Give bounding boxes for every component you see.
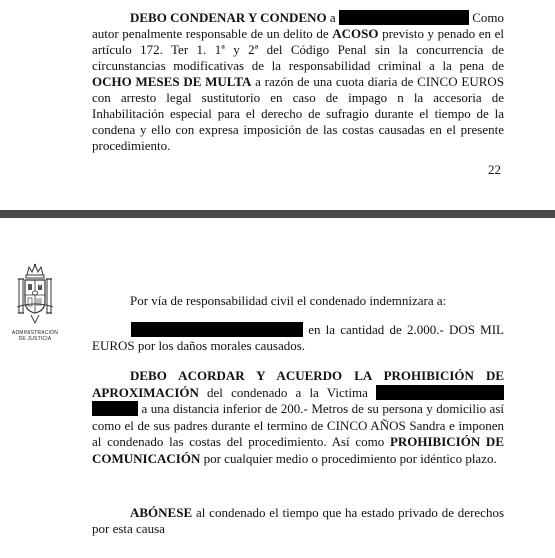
prohibition-paragraph (92, 368, 504, 467)
text-abonese: al condenado el tiempo que ha estado privado de derechos por esta causa (92, 505, 504, 536)
text-plazo: por cualquier medio o procedimiento por idéntico plazo. (200, 450, 497, 466)
damages-paragraph (92, 322, 504, 354)
logo (6, 263, 64, 342)
spain-coat-of-arms-icon (17, 263, 53, 327)
logo-caption-line1: ADMINISTRACIÓN (11, 330, 59, 336)
prohibicion-aproximacion: DEBO ACORDAR Y ACUERDO LA PROHIBICIÓN DE APROXIMACIÓN (92, 368, 504, 400)
text-autor: Como autor penalmente responsable de un delito de (92, 10, 504, 41)
redaction-block (339, 10, 469, 25)
text-euros: a razón de una cuota diaria de CINCO EUROS con arresto legal sustitutorio en caso de impago n la accesoria de Inhabilitación especial para el derecho de sufragio durante el tiempo de la condena y ello con expresa imposición de las costas causadas en el presente procedimiento. (92, 74, 504, 153)
text-damages: en la cantidad de 2.000.- DOS MIL EUROS por los daños morales causados. (92, 322, 504, 353)
upper-page (0, 0, 555, 210)
redaction-block (131, 322, 303, 337)
text-distancia: a una distancia inferior de 200.- Metros de su persona y domicilio así como el de sus padres durante el termino de CINCO AÑOS Sandra e imponen al condenado las costas del procedimiento. Así como (92, 401, 504, 449)
text-articulo: previsto y penado en el artículo 172. Ter 1. 1ª y 2ª del Código Penal sin la concurrencia de circunstancias modificativas de la responsabilidad criminal a la pena de (92, 26, 504, 73)
redaction-block (376, 385, 504, 400)
sentence-paragraph (92, 10, 504, 154)
redaction-block (92, 401, 138, 416)
page-number: 22 (488, 162, 501, 177)
civil-responsibility-paragraph: Por vía de responsabilidad civil el condenado indemnizara a: (130, 293, 447, 308)
page-separator (0, 210, 555, 218)
logo-caption (6, 330, 64, 342)
text-a: a (326, 10, 339, 25)
text-victima: del condenado a la Victima (198, 384, 376, 400)
multa-term: OCHO MESES DE MULTA (92, 74, 252, 89)
condena-lead: DEBO CONDENAR Y CONDENO (130, 10, 327, 25)
prohibicion-comunicacion: PROHIBICIÓN DE COMUNICACIÓN (92, 434, 504, 466)
abonese-term: ABÓNESE (130, 505, 193, 520)
acoso-term: ACOSO (332, 26, 379, 41)
abonese-paragraph (92, 505, 504, 537)
logo-caption-line2: DE JUSTICIA (18, 336, 52, 342)
